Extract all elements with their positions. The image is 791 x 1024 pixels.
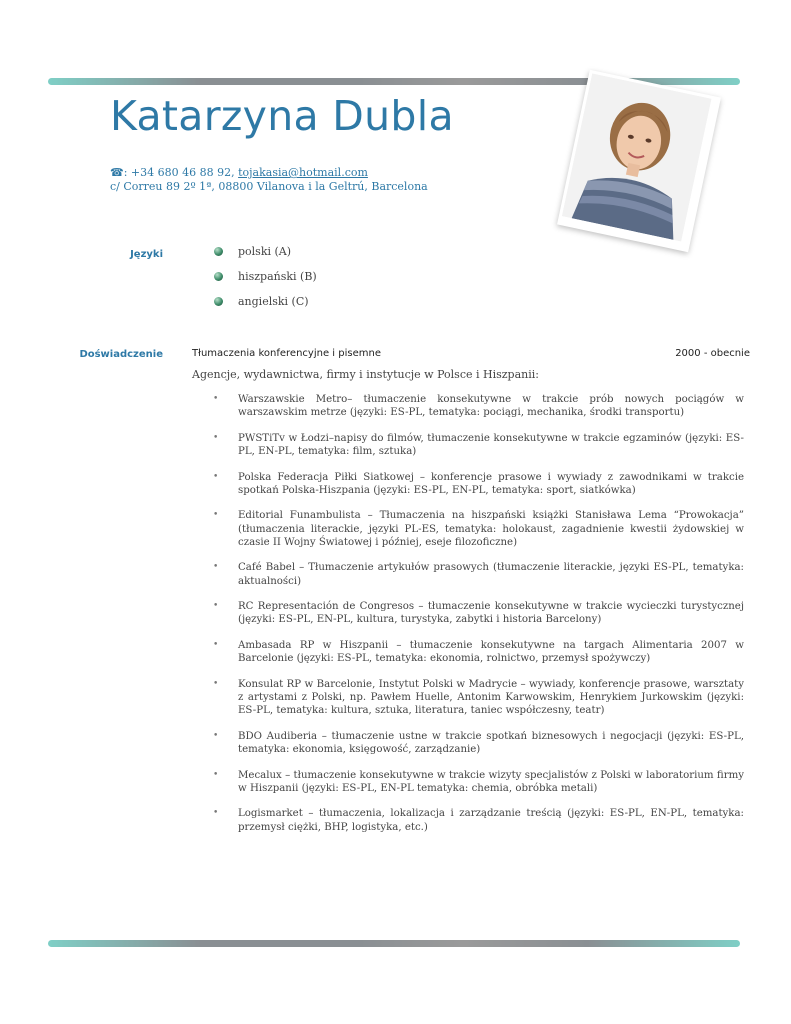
bullet-icon: • bbox=[213, 432, 219, 443]
bullet-icon: • bbox=[213, 601, 219, 612]
experience-item: • Konsulat RP w Barcelonie, Instytut Polski w Madrycie – wywiady, konferencje prasowe, warsztaty z artystami z Polski, np. Pawłem Huelle, Antonim Karwowskim, Henrykiem Jurkowskim (języki: ES-PL, tematyka: kultura, sztuka, literatura, taniec współczesny, teatr) bbox=[213, 678, 744, 717]
phone-icon: ☎ bbox=[110, 166, 124, 179]
experience-item: • Café Babel – Tłumaczenie artykułów prasowych (tłumaczenie literackie, języki ES-PL, tematyka: aktualności) bbox=[213, 562, 744, 587]
bottom-divider bbox=[48, 940, 740, 947]
candidate-name: Katarzyna Dubla bbox=[110, 92, 454, 140]
experience-item: • Logismarket – tłumaczenia, lokalizacja i zarządzanie treścią (języki: ES-PL, EN-PL, tematyka: przemysł ciężki, BHP, logistyka, etc.) bbox=[213, 808, 744, 833]
experience-label: Doświadczenie bbox=[79, 349, 163, 360]
experience-item: • Editorial Funambulista – Tłumaczenia na hiszpański książki Stanisława Lema “Prowokacja” (tłumaczenia literackie, języki PL-ES, tematyka: holokaust, zagadnienie kwestii żydowskiej w czasie II Wojny Światowej i później, eseje filozoficzne) bbox=[213, 510, 744, 548]
experience-item: • Mecalux – tłumaczenie konsekutywne w trakcie wizyty specjalistów z Polski w laboratorium firmy w Hiszpanii (języki: ES-PL, EN-PL tematyka: chemia, obróbka metali) bbox=[213, 769, 744, 794]
experience-intro: Agencje, wydawnictwa, firmy i instytucje w Polsce i Hiszpanii: bbox=[192, 368, 539, 381]
experience-item: • Ambasada RP w Hiszpanii – tłumaczenie konsekutywne na targach Alimentaria 2007 w Barcelonie (języki: ES-PL, tematyka: ekonomia, rolnictwo, przemysł spożywczy) bbox=[213, 639, 744, 665]
experience-item: • BDO Audiberia – tłumaczenie ustne w trakcie spotkań biznesowych i negocjacji (języki: ES-PL, tematyka: ekonomia, księgowość, zarządzanie) bbox=[213, 730, 744, 755]
bullet-icon: • bbox=[213, 808, 219, 819]
phone-number: : +34 680 46 88 92, bbox=[123, 166, 239, 179]
email-link[interactable]: tojakasia@hotmail.com bbox=[238, 166, 368, 179]
experience-item: • PWSTiTv w Łodzi–napisy do filmów, tłumaczenie konsekutywne w trakcie egzaminów (języki: ES-PL, EN-PL, tematyka: film, sztuka) bbox=[213, 432, 744, 457]
experience-title: Tłumaczenia konferencyjne i pisemne bbox=[192, 348, 381, 359]
bullet-icon: • bbox=[213, 639, 219, 650]
experience-list bbox=[213, 393, 744, 846]
experience-item: • Polska Federacja Piłki Siatkowej – konferencje prasowe i wywiady z zawodnikami w trakcie spotkań Polska-Hiszpania (języki: ES-PL, EN-PL, tematyka: sport, siatkówka) bbox=[213, 471, 744, 496]
bullet-dot-icon bbox=[214, 272, 223, 281]
bullet-icon: • bbox=[213, 471, 219, 482]
bullet-icon: • bbox=[213, 730, 219, 741]
bullet-dot-icon bbox=[214, 247, 223, 256]
profile-photo bbox=[557, 70, 721, 252]
contact-block bbox=[110, 166, 428, 194]
bullet-icon: • bbox=[213, 394, 219, 404]
bullet-icon: • bbox=[213, 562, 219, 573]
bullet-dot-icon bbox=[214, 297, 223, 306]
experience-period: 2000 - obecnie bbox=[675, 348, 750, 359]
phone-email-line bbox=[110, 166, 428, 180]
address-line: c/ Correu 89 2º 1ª, 08800 Vilanova i la Geltrú, Barcelona bbox=[110, 180, 428, 193]
experience-item: • RC Representación de Congresos – tłumaczenie konsekutywne w trakcie wycieczki turystycznej (języki: ES-PL, EN-PL, kultura, turystyka, zabytki i historia Barcelony) bbox=[213, 601, 744, 626]
portrait-image bbox=[562, 73, 712, 241]
languages-label: Języki bbox=[130, 249, 163, 260]
bullet-icon: • bbox=[213, 510, 219, 521]
bullet-icon: • bbox=[213, 769, 219, 780]
bullet-icon: • bbox=[213, 678, 219, 689]
experience-item: • Warszawskie Metro– tłumaczenie konsekutywne w trakcie prób nowych pociągów w warszawskim metrze (języki: ES-PL, tematyka: pociągi, mechanika, środki transportu) bbox=[213, 394, 744, 419]
